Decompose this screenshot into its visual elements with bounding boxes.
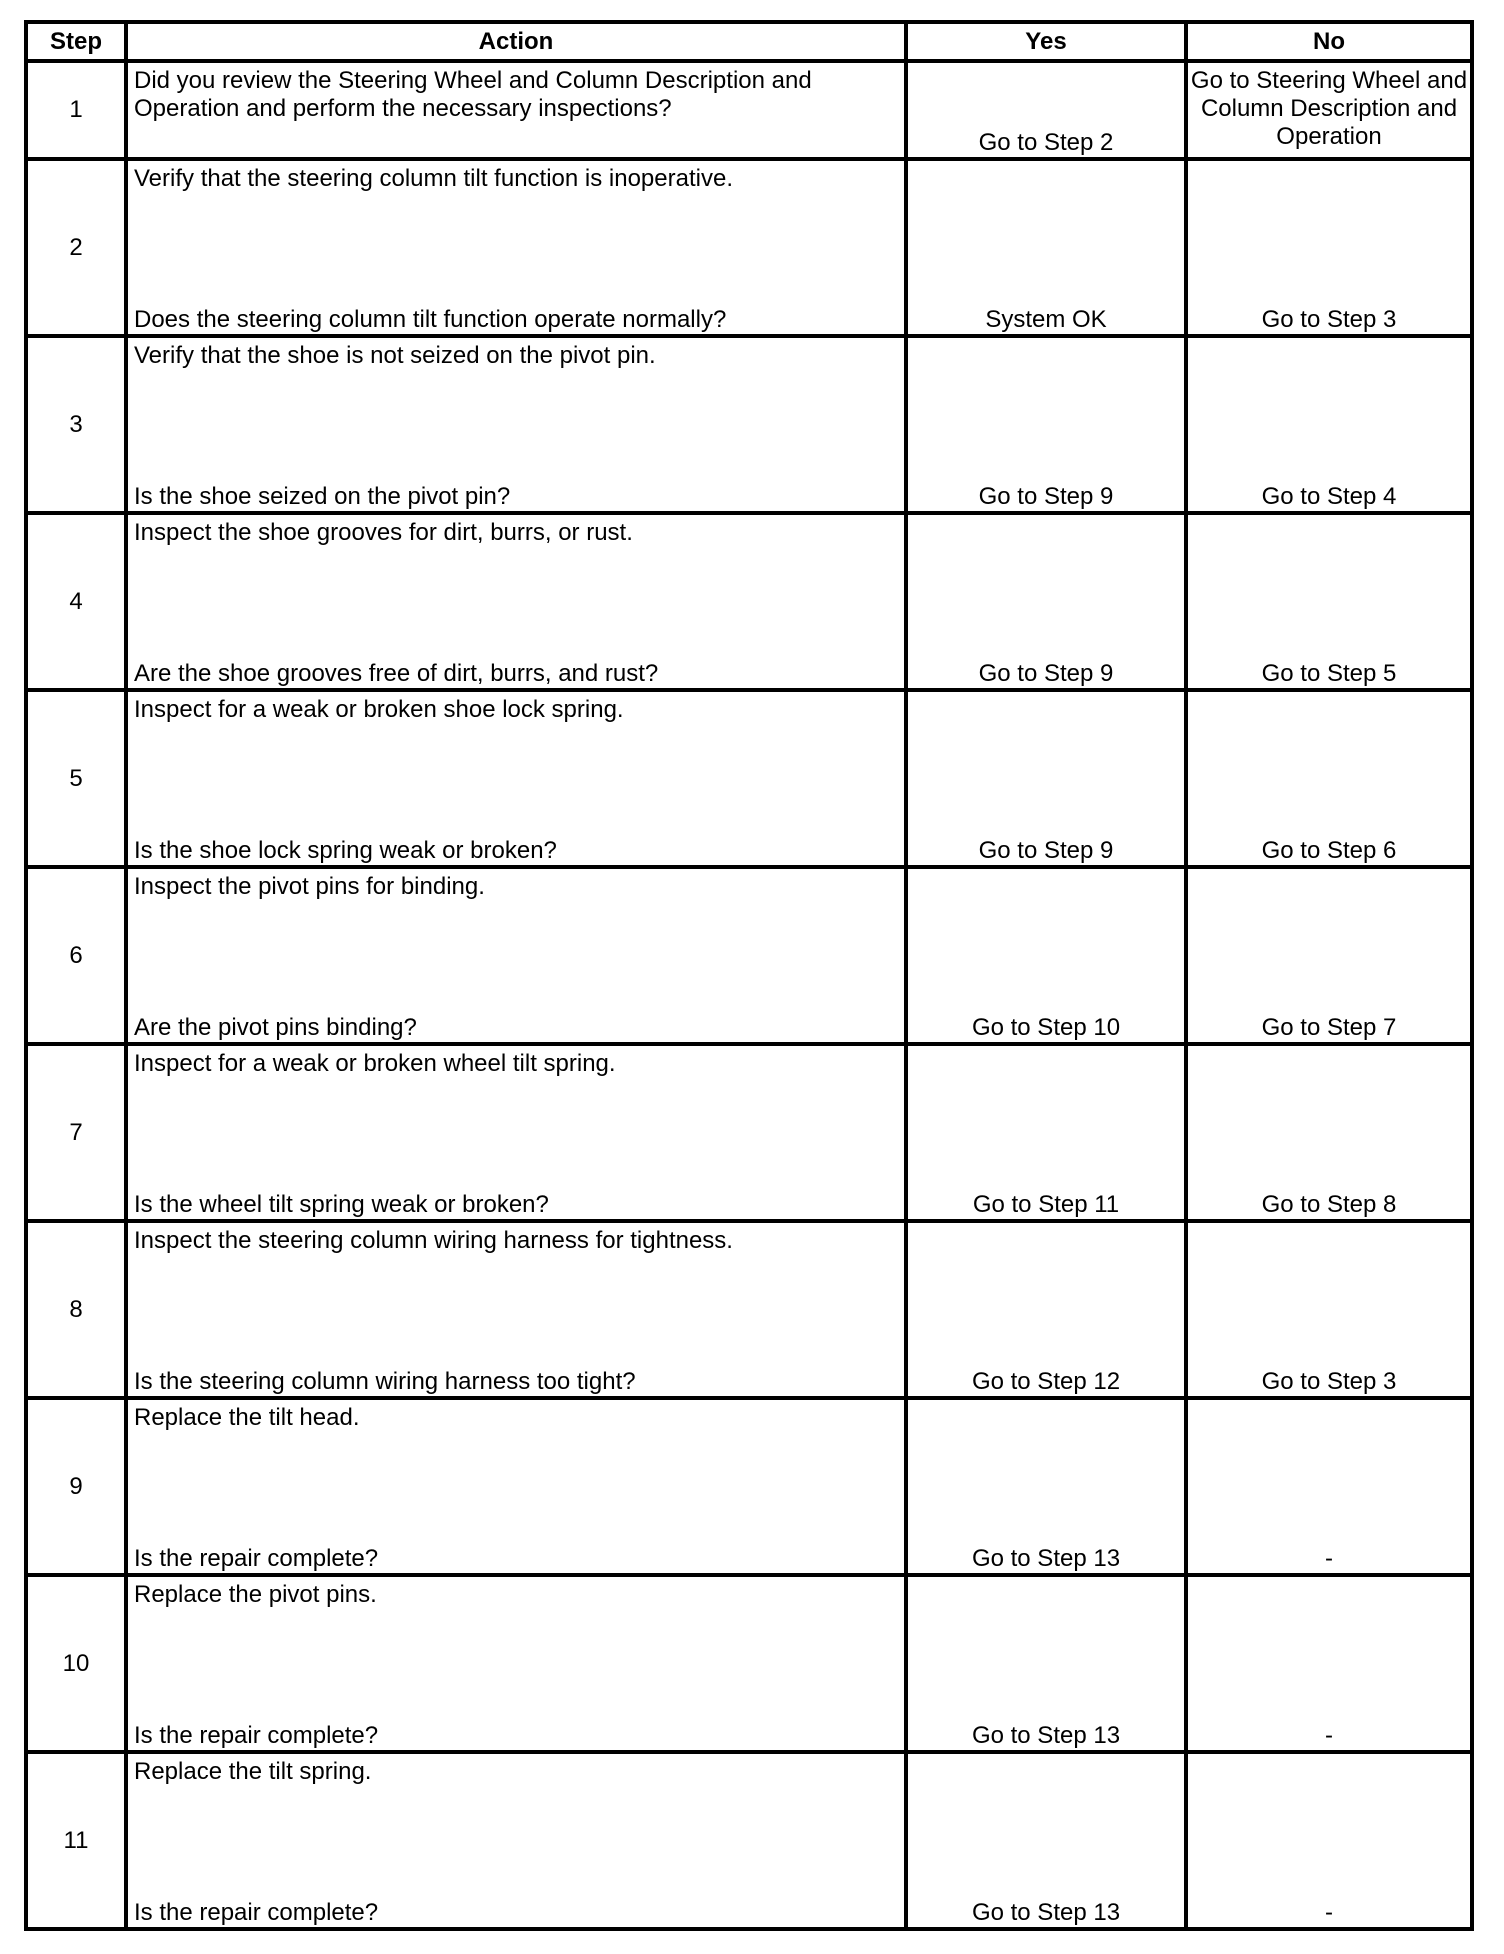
action-cell: [126, 513, 906, 690]
action-text: Verify that the steering column tilt function is inoperative.: [134, 165, 733, 192]
action-cell: [126, 159, 906, 336]
yes-result: Go to Step 12: [906, 1221, 1186, 1398]
step-number: 10: [26, 1575, 126, 1752]
action-text: Replace the pivot pins.: [134, 1581, 377, 1608]
no-result: Go to Steering Wheel and Column Description and Operation: [1186, 61, 1472, 159]
action-cell: [126, 1575, 906, 1752]
action-cell: [126, 1752, 906, 1929]
action-text: Replace the tilt spring.: [134, 1758, 372, 1785]
table-row: [26, 1752, 1472, 1929]
action-text: Did you review the Steering Wheel and Column Description and Operation and perform the necessary inspections?: [134, 67, 812, 122]
no-result: Go to Step 3: [1186, 159, 1472, 336]
no-result: -: [1186, 1398, 1472, 1575]
step-number: 9: [26, 1398, 126, 1575]
action-question: Is the repair complete?: [134, 1899, 379, 1926]
table-row: [26, 336, 1472, 513]
action-text: Verify that the shoe is not seized on the pivot pin.: [134, 342, 656, 369]
action-question: Is the shoe seized on the pivot pin?: [134, 483, 511, 510]
yes-result: Go to Step 13: [906, 1752, 1186, 1929]
yes-result: Go to Step 11: [906, 1044, 1186, 1221]
action-text: Inspect the pivot pins for binding.: [134, 873, 485, 900]
no-result: Go to Step 4: [1186, 336, 1472, 513]
action-question: Is the repair complete?: [134, 1545, 379, 1572]
no-result: Go to Step 5: [1186, 513, 1472, 690]
yes-result: Go to Step 10: [906, 867, 1186, 1044]
step-number: 1: [26, 61, 126, 159]
table-row: [26, 867, 1472, 1044]
no-result: -: [1186, 1752, 1472, 1929]
action-question: Does the steering column tilt function operate normally?: [134, 306, 727, 333]
action-question: Is the steering column wiring harness too tight?: [134, 1368, 636, 1395]
header-step: Step: [26, 22, 126, 61]
action-text: Inspect for a weak or broken wheel tilt spring.: [134, 1050, 616, 1077]
step-number: 2: [26, 159, 126, 336]
table-row: [26, 1398, 1472, 1575]
action-question: Is the shoe lock spring weak or broken?: [134, 837, 557, 864]
action-cell: [126, 1221, 906, 1398]
table-row: [26, 61, 1472, 159]
step-number: 6: [26, 867, 126, 1044]
action-cell: [126, 61, 906, 159]
table-row: [26, 1221, 1472, 1398]
action-text: Inspect the steering column wiring harness for tightness.: [134, 1227, 733, 1254]
action-cell: [126, 690, 906, 867]
action-question: Is the repair complete?: [134, 1722, 379, 1749]
action-cell: [126, 1398, 906, 1575]
step-number: 8: [26, 1221, 126, 1398]
yes-result: Go to Step 9: [906, 690, 1186, 867]
no-result: Go to Step 7: [1186, 867, 1472, 1044]
header-yes: Yes: [906, 22, 1186, 61]
header-no: No: [1186, 22, 1472, 61]
no-result: Go to Step 3: [1186, 1221, 1472, 1398]
action-text: Inspect the shoe grooves for dirt, burrs, or rust.: [134, 519, 633, 546]
yes-result: Go to Step 9: [906, 336, 1186, 513]
table-row: [26, 1044, 1472, 1221]
action-cell: [126, 867, 906, 1044]
yes-result: System OK: [906, 159, 1186, 336]
header-action: Action: [126, 22, 906, 61]
header-row: [26, 22, 1472, 61]
action-cell: [126, 1044, 906, 1221]
step-number: 3: [26, 336, 126, 513]
yes-result: Go to Step 13: [906, 1575, 1186, 1752]
action-text: Replace the tilt head.: [134, 1404, 360, 1431]
step-number: 4: [26, 513, 126, 690]
no-result: Go to Step 8: [1186, 1044, 1472, 1221]
table-row: [26, 513, 1472, 690]
diagnostic-table: [24, 20, 1474, 1931]
no-result: Go to Step 6: [1186, 690, 1472, 867]
yes-result: Go to Step 2: [906, 61, 1186, 159]
step-number: 7: [26, 1044, 126, 1221]
yes-result: Go to Step 13: [906, 1398, 1186, 1575]
step-number: 5: [26, 690, 126, 867]
table-row: [26, 159, 1472, 336]
action-question: Is the wheel tilt spring weak or broken?: [134, 1191, 549, 1218]
no-result: -: [1186, 1575, 1472, 1752]
action-cell: [126, 336, 906, 513]
action-text: Inspect for a weak or broken shoe lock spring.: [134, 696, 624, 723]
action-question: Are the pivot pins binding?: [134, 1014, 417, 1041]
table-row: [26, 690, 1472, 867]
step-number: 11: [26, 1752, 126, 1929]
action-question: Are the shoe grooves free of dirt, burrs, and rust?: [134, 660, 659, 687]
yes-result: Go to Step 9: [906, 513, 1186, 690]
table-row: [26, 1575, 1472, 1752]
